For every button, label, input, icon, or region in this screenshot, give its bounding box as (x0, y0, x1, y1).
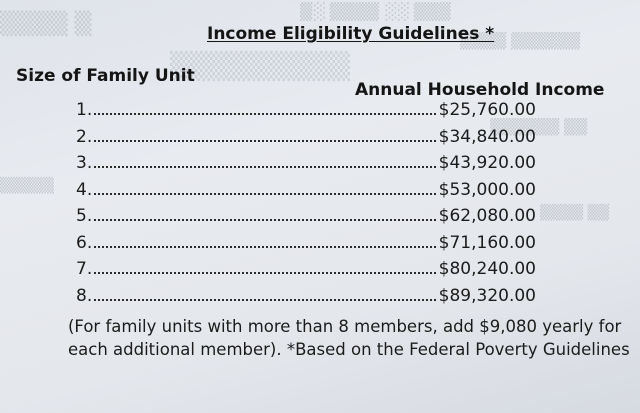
table-row (76, 100, 536, 127)
family-size-cell: 5. (76, 206, 93, 226)
income-table (76, 100, 536, 312)
income-cell: $43,920.00 (438, 153, 536, 173)
dot-leader (94, 112, 435, 115)
income-cell: $34,840.00 (438, 126, 536, 147)
table-row (76, 180, 536, 207)
footnote: (For family units with more than 8 members, add $9,080 yearly for each additional member). *Based on the Federal Poverty Guidelines (68, 317, 630, 359)
income-cell: $62,080.00 (438, 206, 536, 226)
table-row (76, 259, 536, 286)
dot-leader (94, 245, 435, 248)
income-cell: $80,240.00 (438, 259, 536, 279)
income-cell: $53,000.00 (438, 179, 536, 200)
dot-leader (94, 218, 435, 221)
bleed-through-mark: ▒▒▒ ░░ ▒▒▒▒ ░▒ (300, 2, 451, 21)
table-row (76, 127, 536, 154)
income-cell: $25,760.00 (438, 100, 536, 120)
dot-leader (94, 271, 435, 274)
family-size-cell: 4. (76, 179, 93, 200)
income-column-header: Annual Household Income (355, 80, 605, 100)
family-size-cell: 3. (76, 153, 93, 173)
income-cell: $89,320.00 (438, 285, 536, 306)
bleed-through-mark: ▒▒▒▒▒ (0, 178, 54, 194)
dot-leader (94, 139, 435, 142)
dot-leader (94, 298, 435, 301)
family-size-cell: 7. (76, 259, 93, 279)
dot-leader (94, 165, 435, 168)
family-size-cell: 2. (76, 126, 93, 147)
table-row (76, 233, 536, 260)
table-row (76, 153, 536, 180)
income-cell: $71,160.00 (438, 232, 536, 253)
bleed-through-mark: ▒▒ ▒▒▒▒ (540, 205, 610, 221)
bleed-through-mark: ▒▒▒▒ ▒ (0, 12, 92, 37)
family-size-cell: 6. (76, 232, 93, 253)
bleed-through-mark: ▒▒▒▒▒▒ ▒▒▒▒ (460, 32, 581, 50)
family-size-column-header: Size of Family Unit (16, 66, 195, 86)
bleed-through-mark: ▒▒ ▒▒▒▒▒▒ (490, 118, 588, 136)
table-row (76, 206, 536, 233)
bleed-through-mark: ▒▒▒▒▒▒▒▒▒ (170, 52, 350, 82)
dot-leader (94, 192, 435, 195)
family-size-cell: 8. (76, 285, 93, 306)
family-size-cell: 1. (76, 100, 93, 120)
page-title: Income Eligibility Guidelines * (207, 24, 495, 44)
table-row (76, 286, 536, 313)
